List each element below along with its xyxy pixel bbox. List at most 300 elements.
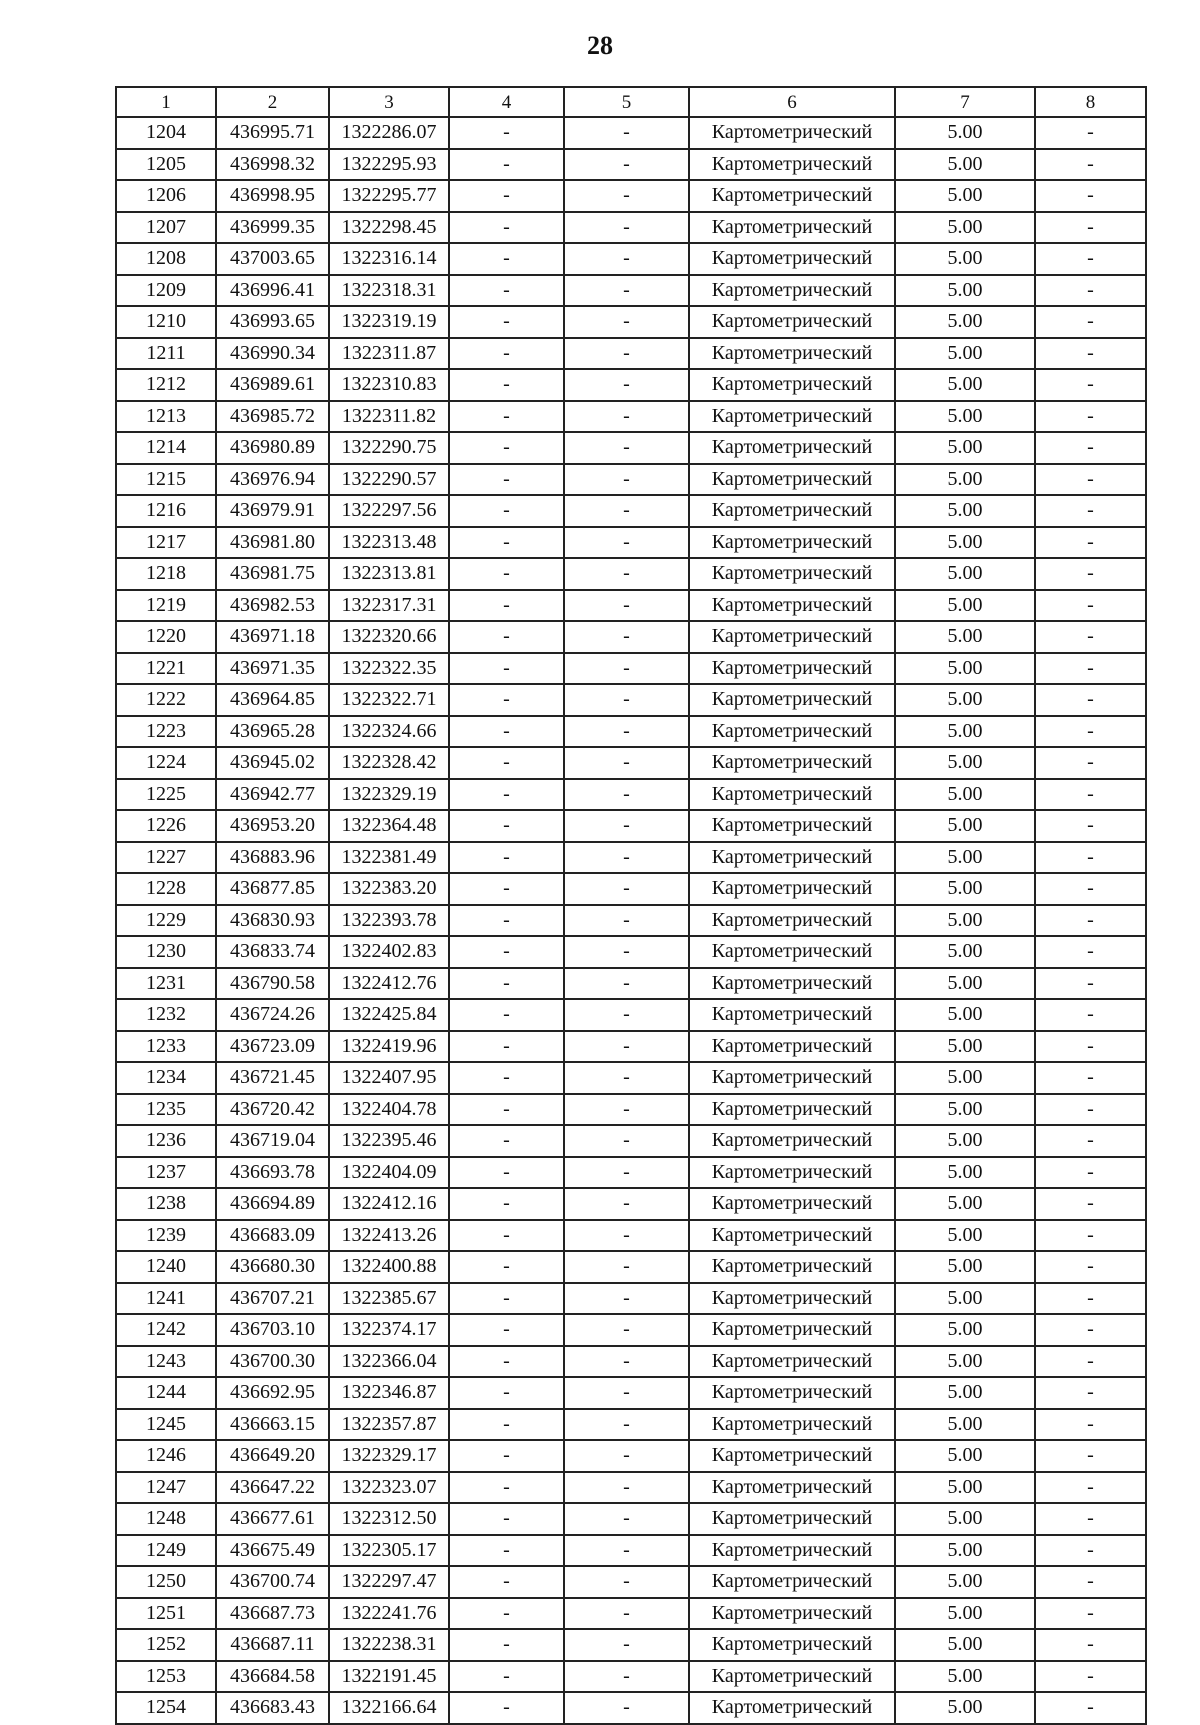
col8-cell: -	[1035, 1251, 1146, 1283]
method-cell: Картометрический	[689, 1661, 895, 1693]
col8-cell: -	[1035, 1283, 1146, 1315]
col4-cell: -	[449, 1409, 564, 1441]
accuracy-cell: 5.00	[895, 1535, 1035, 1567]
x-coordinate-cell: 436945.02	[216, 747, 329, 779]
col5-cell: -	[564, 1472, 689, 1504]
table-row	[116, 495, 1146, 527]
col5-cell: -	[564, 653, 689, 685]
accuracy-cell: 5.00	[895, 180, 1035, 212]
x-coordinate-cell: 436693.78	[216, 1157, 329, 1189]
table-row	[116, 1692, 1146, 1724]
point-number-cell: 1247	[116, 1472, 216, 1504]
x-coordinate-cell: 436953.20	[216, 810, 329, 842]
col8-cell: -	[1035, 1094, 1146, 1126]
y-coordinate-cell: 1322286.07	[329, 117, 449, 149]
accuracy-cell: 5.00	[895, 1661, 1035, 1693]
table-row	[116, 653, 1146, 685]
x-coordinate-cell: 436833.74	[216, 936, 329, 968]
col4-cell: -	[449, 117, 564, 149]
y-coordinate-cell: 1322385.67	[329, 1283, 449, 1315]
col5-cell: -	[564, 558, 689, 590]
accuracy-cell: 5.00	[895, 810, 1035, 842]
x-coordinate-cell: 436981.75	[216, 558, 329, 590]
col4-cell: -	[449, 1314, 564, 1346]
col5-cell: -	[564, 149, 689, 181]
col4-cell: -	[449, 464, 564, 496]
col5-cell: -	[564, 1125, 689, 1157]
y-coordinate-cell: 1322166.64	[329, 1692, 449, 1724]
method-cell: Картометрический	[689, 936, 895, 968]
y-coordinate-cell: 1322400.88	[329, 1251, 449, 1283]
y-coordinate-cell: 1322357.87	[329, 1409, 449, 1441]
method-cell: Картометрический	[689, 1629, 895, 1661]
col8-cell: -	[1035, 1314, 1146, 1346]
col5-cell: -	[564, 968, 689, 1000]
y-coordinate-cell: 1322241.76	[329, 1598, 449, 1630]
col5-cell: -	[564, 621, 689, 653]
col5-cell: -	[564, 1661, 689, 1693]
col8-cell: -	[1035, 1125, 1146, 1157]
x-coordinate-cell: 436687.73	[216, 1598, 329, 1630]
y-coordinate-cell: 1322425.84	[329, 999, 449, 1031]
table-row	[116, 1535, 1146, 1567]
table-row	[116, 716, 1146, 748]
method-cell: Картометрический	[689, 275, 895, 307]
col5-cell: -	[564, 1440, 689, 1472]
y-coordinate-cell: 1322407.95	[329, 1062, 449, 1094]
x-coordinate-cell: 436700.74	[216, 1566, 329, 1598]
col4-cell: -	[449, 684, 564, 716]
x-coordinate-cell: 436683.43	[216, 1692, 329, 1724]
table-row	[116, 401, 1146, 433]
col8-cell: -	[1035, 527, 1146, 559]
method-cell: Картометрический	[689, 779, 895, 811]
point-number-cell: 1221	[116, 653, 216, 685]
accuracy-cell: 5.00	[895, 306, 1035, 338]
y-coordinate-cell: 1322419.96	[329, 1031, 449, 1063]
method-cell: Картометрический	[689, 401, 895, 433]
col5-cell: -	[564, 747, 689, 779]
x-coordinate-cell: 436980.89	[216, 432, 329, 464]
col8-cell: -	[1035, 873, 1146, 905]
accuracy-cell: 5.00	[895, 117, 1035, 149]
table-row	[116, 149, 1146, 181]
x-coordinate-cell: 436707.21	[216, 1283, 329, 1315]
y-coordinate-cell: 1322297.56	[329, 495, 449, 527]
col5-cell: -	[564, 1535, 689, 1567]
col4-cell: -	[449, 149, 564, 181]
y-coordinate-cell: 1322312.50	[329, 1503, 449, 1535]
accuracy-cell: 5.00	[895, 779, 1035, 811]
point-number-cell: 1220	[116, 621, 216, 653]
point-number-cell: 1214	[116, 432, 216, 464]
accuracy-cell: 5.00	[895, 1157, 1035, 1189]
accuracy-cell: 5.00	[895, 1503, 1035, 1535]
col4-cell: -	[449, 180, 564, 212]
col4-cell: -	[449, 1346, 564, 1378]
col5-cell: -	[564, 590, 689, 622]
table-row	[116, 1157, 1146, 1189]
col5-cell: -	[564, 716, 689, 748]
y-coordinate-cell: 1322329.17	[329, 1440, 449, 1472]
y-coordinate-cell: 1322383.20	[329, 873, 449, 905]
point-number-cell: 1234	[116, 1062, 216, 1094]
y-coordinate-cell: 1322402.83	[329, 936, 449, 968]
col5-cell: -	[564, 369, 689, 401]
col8-cell: -	[1035, 653, 1146, 685]
method-cell: Картометрический	[689, 1125, 895, 1157]
accuracy-cell: 5.00	[895, 527, 1035, 559]
table-row	[116, 779, 1146, 811]
point-number-cell: 1207	[116, 212, 216, 244]
col8-cell: -	[1035, 558, 1146, 590]
accuracy-cell: 5.00	[895, 1251, 1035, 1283]
col5-cell: -	[564, 212, 689, 244]
x-coordinate-cell: 436721.45	[216, 1062, 329, 1094]
point-number-cell: 1248	[116, 1503, 216, 1535]
point-number-cell: 1230	[116, 936, 216, 968]
accuracy-cell: 5.00	[895, 905, 1035, 937]
method-cell: Картометрический	[689, 810, 895, 842]
table-row	[116, 1440, 1146, 1472]
col4-cell: -	[449, 1692, 564, 1724]
point-number-cell: 1246	[116, 1440, 216, 1472]
table-row	[116, 905, 1146, 937]
x-coordinate-cell: 436993.65	[216, 306, 329, 338]
col8-cell: -	[1035, 1629, 1146, 1661]
table-row	[116, 243, 1146, 275]
table-row	[116, 1409, 1146, 1441]
table-row	[116, 464, 1146, 496]
accuracy-cell: 5.00	[895, 621, 1035, 653]
y-coordinate-cell: 1322313.81	[329, 558, 449, 590]
col4-cell: -	[449, 1440, 564, 1472]
col8-cell: -	[1035, 1598, 1146, 1630]
y-coordinate-cell: 1322295.93	[329, 149, 449, 181]
table-row	[116, 338, 1146, 370]
col4-cell: -	[449, 1094, 564, 1126]
col8-cell: -	[1035, 1566, 1146, 1598]
col8-cell: -	[1035, 968, 1146, 1000]
col4-cell: -	[449, 1125, 564, 1157]
point-number-cell: 1241	[116, 1283, 216, 1315]
col8-cell: -	[1035, 338, 1146, 370]
point-number-cell: 1218	[116, 558, 216, 590]
point-number-cell: 1237	[116, 1157, 216, 1189]
table-row	[116, 1283, 1146, 1315]
col4-cell: -	[449, 1220, 564, 1252]
method-cell: Картометрический	[689, 1188, 895, 1220]
table-row	[116, 621, 1146, 653]
col5-cell: -	[564, 1692, 689, 1724]
col8-cell: -	[1035, 180, 1146, 212]
x-coordinate-cell: 436976.94	[216, 464, 329, 496]
point-number-cell: 1245	[116, 1409, 216, 1441]
table-row	[116, 810, 1146, 842]
accuracy-cell: 5.00	[895, 401, 1035, 433]
accuracy-cell: 5.00	[895, 936, 1035, 968]
method-cell: Картометрический	[689, 1535, 895, 1567]
point-number-cell: 1252	[116, 1629, 216, 1661]
y-coordinate-cell: 1322313.48	[329, 527, 449, 559]
table-row	[116, 432, 1146, 464]
x-coordinate-cell: 436981.80	[216, 527, 329, 559]
column-header: 5	[564, 87, 689, 117]
x-coordinate-cell: 436724.26	[216, 999, 329, 1031]
column-header: 3	[329, 87, 449, 117]
col8-cell: -	[1035, 621, 1146, 653]
method-cell: Картометрический	[689, 1031, 895, 1063]
point-number-cell: 1223	[116, 716, 216, 748]
accuracy-cell: 5.00	[895, 1377, 1035, 1409]
y-coordinate-cell: 1322381.49	[329, 842, 449, 874]
accuracy-cell: 5.00	[895, 1409, 1035, 1441]
col5-cell: -	[564, 464, 689, 496]
y-coordinate-cell: 1322395.46	[329, 1125, 449, 1157]
method-cell: Картометрический	[689, 1472, 895, 1504]
method-cell: Картометрический	[689, 968, 895, 1000]
method-cell: Картометрический	[689, 306, 895, 338]
col5-cell: -	[564, 1188, 689, 1220]
y-coordinate-cell: 1322324.66	[329, 716, 449, 748]
point-number-cell: 1249	[116, 1535, 216, 1567]
accuracy-cell: 5.00	[895, 590, 1035, 622]
col4-cell: -	[449, 432, 564, 464]
x-coordinate-cell: 436677.61	[216, 1503, 329, 1535]
table-row	[116, 968, 1146, 1000]
x-coordinate-cell: 436680.30	[216, 1251, 329, 1283]
accuracy-cell: 5.00	[895, 464, 1035, 496]
col4-cell: -	[449, 1598, 564, 1630]
point-number-cell: 1228	[116, 873, 216, 905]
accuracy-cell: 5.00	[895, 432, 1035, 464]
col8-cell: -	[1035, 1031, 1146, 1063]
col5-cell: -	[564, 1629, 689, 1661]
method-cell: Картометрический	[689, 1566, 895, 1598]
x-coordinate-cell: 436999.35	[216, 212, 329, 244]
method-cell: Картометрический	[689, 180, 895, 212]
accuracy-cell: 5.00	[895, 968, 1035, 1000]
method-cell: Картометрический	[689, 621, 895, 653]
x-coordinate-cell: 436996.41	[216, 275, 329, 307]
accuracy-cell: 5.00	[895, 1062, 1035, 1094]
col4-cell: -	[449, 747, 564, 779]
table-row	[116, 1251, 1146, 1283]
accuracy-cell: 5.00	[895, 716, 1035, 748]
col8-cell: -	[1035, 1440, 1146, 1472]
x-coordinate-cell: 436971.35	[216, 653, 329, 685]
point-number-cell: 1240	[116, 1251, 216, 1283]
col5-cell: -	[564, 495, 689, 527]
table-header-row	[116, 87, 1146, 117]
method-cell: Картометрический	[689, 149, 895, 181]
accuracy-cell: 5.00	[895, 1692, 1035, 1724]
col4-cell: -	[449, 810, 564, 842]
col5-cell: -	[564, 1503, 689, 1535]
accuracy-cell: 5.00	[895, 495, 1035, 527]
column-header: 2	[216, 87, 329, 117]
y-coordinate-cell: 1322320.66	[329, 621, 449, 653]
col5-cell: -	[564, 779, 689, 811]
y-coordinate-cell: 1322413.26	[329, 1220, 449, 1252]
x-coordinate-cell: 436694.89	[216, 1188, 329, 1220]
column-header: 1	[116, 87, 216, 117]
x-coordinate-cell: 436883.96	[216, 842, 329, 874]
y-coordinate-cell: 1322322.71	[329, 684, 449, 716]
coordinates-table	[115, 86, 1147, 1725]
col4-cell: -	[449, 369, 564, 401]
method-cell: Картометрический	[689, 432, 895, 464]
col8-cell: -	[1035, 1503, 1146, 1535]
table-row	[116, 1566, 1146, 1598]
col5-cell: -	[564, 306, 689, 338]
table-row	[116, 842, 1146, 874]
method-cell: Картометрический	[689, 873, 895, 905]
method-cell: Картометрический	[689, 369, 895, 401]
y-coordinate-cell: 1322322.35	[329, 653, 449, 685]
accuracy-cell: 5.00	[895, 1314, 1035, 1346]
point-number-cell: 1236	[116, 1125, 216, 1157]
x-coordinate-cell: 436647.22	[216, 1472, 329, 1504]
point-number-cell: 1229	[116, 905, 216, 937]
col8-cell: -	[1035, 306, 1146, 338]
col8-cell: -	[1035, 684, 1146, 716]
table-row	[116, 1377, 1146, 1409]
col4-cell: -	[449, 873, 564, 905]
x-coordinate-cell: 436971.18	[216, 621, 329, 653]
col8-cell: -	[1035, 401, 1146, 433]
col4-cell: -	[449, 1188, 564, 1220]
point-number-cell: 1222	[116, 684, 216, 716]
table-row	[116, 1598, 1146, 1630]
y-coordinate-cell: 1322346.87	[329, 1377, 449, 1409]
table-row	[116, 684, 1146, 716]
table-row	[116, 275, 1146, 307]
col4-cell: -	[449, 1566, 564, 1598]
y-coordinate-cell: 1322393.78	[329, 905, 449, 937]
table-row	[116, 873, 1146, 905]
accuracy-cell: 5.00	[895, 558, 1035, 590]
method-cell: Картометрический	[689, 1409, 895, 1441]
point-number-cell: 1204	[116, 117, 216, 149]
col4-cell: -	[449, 716, 564, 748]
col4-cell: -	[449, 495, 564, 527]
col8-cell: -	[1035, 369, 1146, 401]
table-row	[116, 558, 1146, 590]
col8-cell: -	[1035, 1220, 1146, 1252]
accuracy-cell: 5.00	[895, 369, 1035, 401]
accuracy-cell: 5.00	[895, 1566, 1035, 1598]
table-row	[116, 1094, 1146, 1126]
y-coordinate-cell: 1322328.42	[329, 747, 449, 779]
accuracy-cell: 5.00	[895, 1629, 1035, 1661]
y-coordinate-cell: 1322311.82	[329, 401, 449, 433]
point-number-cell: 1225	[116, 779, 216, 811]
col4-cell: -	[449, 558, 564, 590]
point-number-cell: 1226	[116, 810, 216, 842]
point-number-cell: 1231	[116, 968, 216, 1000]
table-row	[116, 212, 1146, 244]
accuracy-cell: 5.00	[895, 1188, 1035, 1220]
x-coordinate-cell: 436687.11	[216, 1629, 329, 1661]
col5-cell: -	[564, 117, 689, 149]
point-number-cell: 1213	[116, 401, 216, 433]
col4-cell: -	[449, 1157, 564, 1189]
col8-cell: -	[1035, 779, 1146, 811]
y-coordinate-cell: 1322290.75	[329, 432, 449, 464]
col4-cell: -	[449, 1062, 564, 1094]
method-cell: Картометрический	[689, 1157, 895, 1189]
table-row	[116, 1346, 1146, 1378]
col4-cell: -	[449, 1535, 564, 1567]
x-coordinate-cell: 436649.20	[216, 1440, 329, 1472]
table-body	[116, 117, 1146, 1724]
point-number-cell: 1244	[116, 1377, 216, 1409]
y-coordinate-cell: 1322290.57	[329, 464, 449, 496]
method-cell: Картометрический	[689, 747, 895, 779]
point-number-cell: 1224	[116, 747, 216, 779]
col5-cell: -	[564, 1566, 689, 1598]
accuracy-cell: 5.00	[895, 1346, 1035, 1378]
col8-cell: -	[1035, 1157, 1146, 1189]
method-cell: Картометрический	[689, 464, 895, 496]
method-cell: Картометрический	[689, 1692, 895, 1724]
y-coordinate-cell: 1322191.45	[329, 1661, 449, 1693]
x-coordinate-cell: 436985.72	[216, 401, 329, 433]
col5-cell: -	[564, 873, 689, 905]
y-coordinate-cell: 1322364.48	[329, 810, 449, 842]
accuracy-cell: 5.00	[895, 999, 1035, 1031]
table-row	[116, 1220, 1146, 1252]
col8-cell: -	[1035, 243, 1146, 275]
col8-cell: -	[1035, 936, 1146, 968]
accuracy-cell: 5.00	[895, 842, 1035, 874]
col4-cell: -	[449, 936, 564, 968]
table-row	[116, 1472, 1146, 1504]
col4-cell: -	[449, 653, 564, 685]
table-row	[116, 1125, 1146, 1157]
y-coordinate-cell: 1322311.87	[329, 338, 449, 370]
point-number-cell: 1232	[116, 999, 216, 1031]
col4-cell: -	[449, 1503, 564, 1535]
col4-cell: -	[449, 1661, 564, 1693]
x-coordinate-cell: 436719.04	[216, 1125, 329, 1157]
table-row	[116, 999, 1146, 1031]
method-cell: Картометрический	[689, 1598, 895, 1630]
column-header: 4	[449, 87, 564, 117]
method-cell: Картометрический	[689, 1283, 895, 1315]
col4-cell: -	[449, 621, 564, 653]
point-number-cell: 1209	[116, 275, 216, 307]
accuracy-cell: 5.00	[895, 243, 1035, 275]
method-cell: Картометрический	[689, 1377, 895, 1409]
method-cell: Картометрический	[689, 243, 895, 275]
x-coordinate-cell: 436877.85	[216, 873, 329, 905]
col8-cell: -	[1035, 432, 1146, 464]
point-number-cell: 1208	[116, 243, 216, 275]
table-row	[116, 936, 1146, 968]
point-number-cell: 1212	[116, 369, 216, 401]
col8-cell: -	[1035, 1377, 1146, 1409]
col4-cell: -	[449, 968, 564, 1000]
col8-cell: -	[1035, 905, 1146, 937]
col8-cell: -	[1035, 149, 1146, 181]
col4-cell: -	[449, 1031, 564, 1063]
y-coordinate-cell: 1322316.14	[329, 243, 449, 275]
x-coordinate-cell: 436830.93	[216, 905, 329, 937]
method-cell: Картометрический	[689, 1503, 895, 1535]
col8-cell: -	[1035, 590, 1146, 622]
